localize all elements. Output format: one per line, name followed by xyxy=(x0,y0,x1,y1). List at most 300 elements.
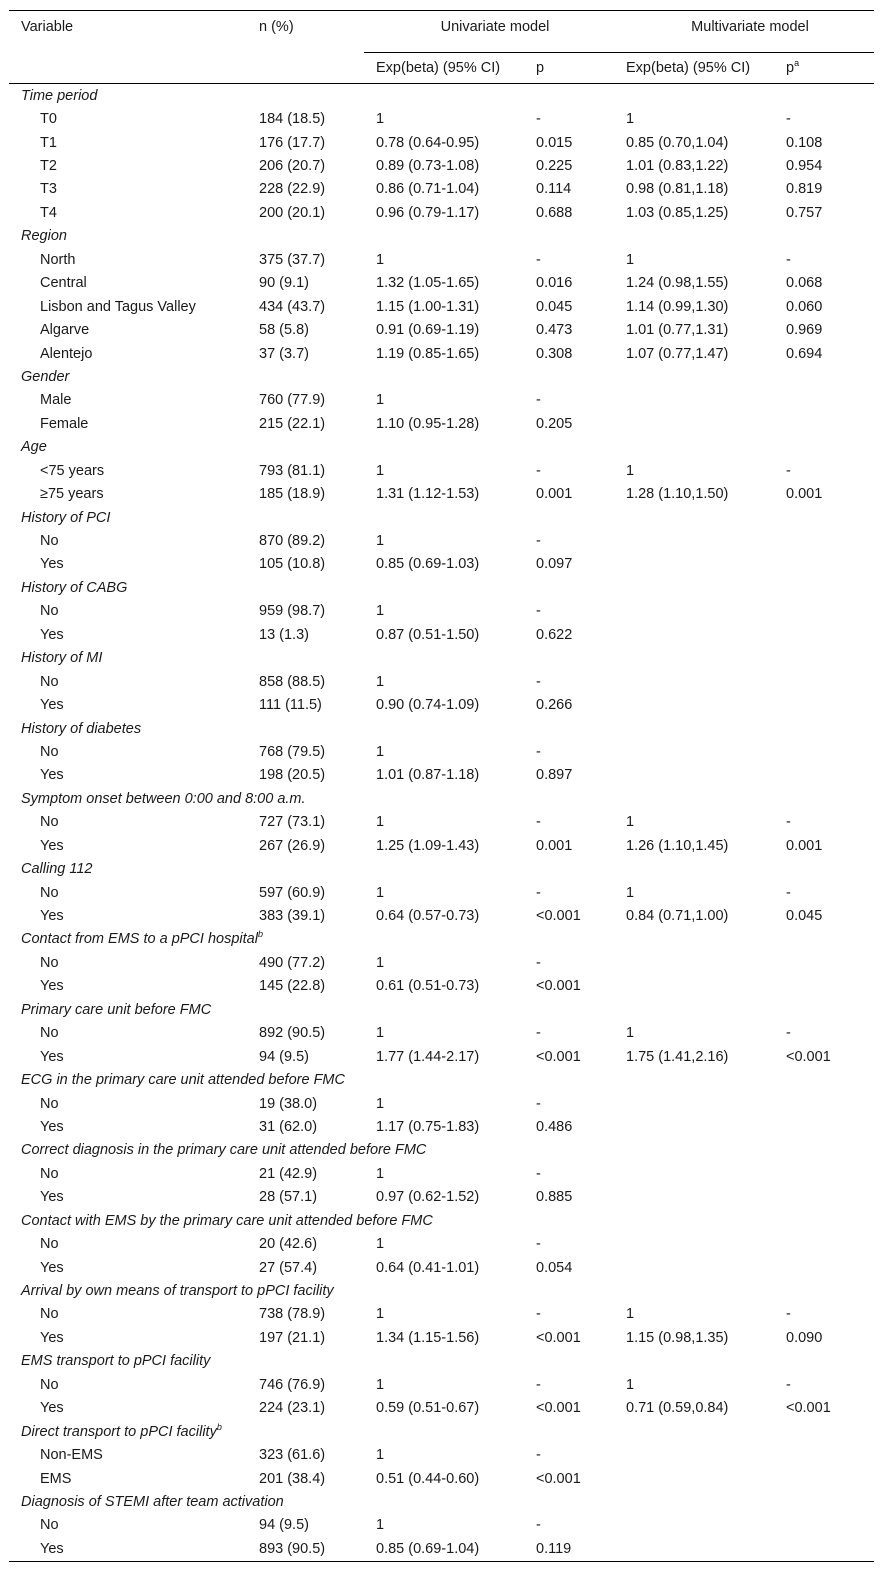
section-row xyxy=(9,1209,874,1232)
cell-n: 858 (88.5) xyxy=(259,673,326,690)
cell-n: 228 (22.9) xyxy=(259,181,326,198)
section-row xyxy=(9,1068,874,1091)
cell-uni-exp: 1 xyxy=(376,533,385,550)
row-label: No xyxy=(40,1517,59,1534)
table-row xyxy=(9,834,874,857)
table-row xyxy=(9,412,874,435)
table-row xyxy=(9,811,874,834)
table-row xyxy=(9,131,874,154)
table-row xyxy=(9,1467,874,1490)
table-row xyxy=(9,272,874,295)
cell-multi-p: 0.068 xyxy=(786,275,823,292)
row-label: T3 xyxy=(40,181,57,198)
section-label-text: Region xyxy=(21,228,67,245)
cell-multi-p xyxy=(774,764,874,787)
row-label: Yes xyxy=(40,556,64,573)
cell-uni-exp: 1 xyxy=(376,603,385,620)
cell-uni-p: - xyxy=(536,954,541,971)
row-label: No xyxy=(40,1376,59,1393)
cell-n: 176 (17.7) xyxy=(259,134,326,151)
table-row xyxy=(9,318,874,341)
row-label: No xyxy=(40,884,59,901)
cell-n: 267 (26.9) xyxy=(259,837,326,854)
cell-uni-exp: 1 xyxy=(376,251,385,268)
cell-n: 94 (9.5) xyxy=(259,1048,309,1065)
cell-multi-p xyxy=(774,1537,874,1561)
cell-uni-exp: 1 xyxy=(376,743,385,760)
cell-n: 20 (42.6) xyxy=(259,1236,318,1253)
row-label: Yes xyxy=(40,626,64,643)
cell-uni-p: 0.015 xyxy=(536,134,573,151)
cell-multi-p xyxy=(774,553,874,576)
cell-n: 746 (76.9) xyxy=(259,1376,326,1393)
cell-n: 105 (10.8) xyxy=(259,556,326,573)
cell-uni-exp: 1 xyxy=(376,1376,385,1393)
cell-multi-exp xyxy=(614,412,774,435)
cell-multi-exp: 1.24 (0.98,1.55) xyxy=(626,275,729,292)
cell-n: 738 (78.9) xyxy=(259,1306,326,1323)
cell-multi-exp xyxy=(614,1092,774,1115)
table-row xyxy=(9,295,874,318)
cell-n: 94 (9.5) xyxy=(259,1517,309,1534)
cell-multi-p xyxy=(774,740,874,763)
cell-n: 28 (57.1) xyxy=(259,1189,318,1206)
cell-uni-exp: 0.86 (0.71-1.04) xyxy=(376,181,480,198)
row-label: T4 xyxy=(40,204,57,221)
cell-n: 383 (39.1) xyxy=(259,908,326,925)
cell-uni-p: - xyxy=(536,462,541,479)
cell-n: 197 (21.1) xyxy=(259,1329,326,1346)
section-label xyxy=(9,365,874,388)
table-row xyxy=(9,482,874,505)
section-label-text: Direct transport to pPCI facility xyxy=(21,1423,217,1440)
cell-n: 185 (18.9) xyxy=(259,486,326,503)
row-label: Female xyxy=(40,415,89,432)
cell-uni-p: 0.486 xyxy=(536,1118,573,1135)
cell-uni-p: - xyxy=(536,673,541,690)
cell-multi-exp xyxy=(614,623,774,646)
cell-uni-exp: 0.85 (0.69-1.04) xyxy=(376,1540,480,1557)
cell-uni-p: 0.016 xyxy=(536,275,573,292)
cell-uni-p: 0.308 xyxy=(536,345,573,362)
cell-multi-exp xyxy=(614,600,774,623)
row-label: Yes xyxy=(40,1329,64,1346)
row-label: T2 xyxy=(40,158,57,175)
table-row xyxy=(9,670,874,693)
section-row xyxy=(9,506,874,529)
cell-uni-p: <0.001 xyxy=(536,1329,581,1346)
row-label: Yes xyxy=(40,1540,64,1557)
cell-uni-exp: 1 xyxy=(376,1095,385,1112)
cell-multi-p: - xyxy=(786,111,791,128)
row-label: North xyxy=(40,251,76,268)
cell-n: 323 (61.6) xyxy=(259,1447,326,1464)
cell-multi-exp: 1.28 (1.10,1.50) xyxy=(626,486,729,503)
table-row xyxy=(9,740,874,763)
row-label: Yes xyxy=(40,1400,64,1417)
cell-multi-exp: 0.85 (0.70,1.04) xyxy=(626,134,729,151)
cell-uni-p: 0.045 xyxy=(536,298,573,315)
cell-uni-exp: 0.87 (0.51-1.50) xyxy=(376,626,480,643)
table-row xyxy=(9,389,874,412)
header-univariate: Univariate model xyxy=(364,11,614,53)
cell-n: 90 (9.1) xyxy=(259,275,309,292)
cell-multi-exp: 1.01 (0.83,1.22) xyxy=(626,158,729,175)
cell-multi-p: - xyxy=(786,814,791,831)
cell-multi-p: 0.819 xyxy=(786,181,823,198)
cell-uni-p: - xyxy=(536,392,541,409)
section-label xyxy=(9,1139,874,1162)
cell-uni-exp: 1.32 (1.05-1.65) xyxy=(376,275,480,292)
cell-multi-p xyxy=(774,1162,874,1185)
row-label: Algarve xyxy=(40,322,90,339)
row-label: EMS xyxy=(40,1470,72,1487)
section-label xyxy=(9,84,874,108)
table-row xyxy=(9,1045,874,1068)
table-row xyxy=(9,248,874,271)
cell-multi-p xyxy=(774,975,874,998)
row-label: Alentejo xyxy=(40,345,93,362)
cell-multi-p: - xyxy=(786,251,791,268)
cell-multi-exp xyxy=(614,951,774,974)
cell-multi-exp xyxy=(614,1256,774,1279)
section-label xyxy=(9,576,874,599)
section-label-text: Correct diagnosis in the primary care unit attended before FMC xyxy=(21,1142,427,1159)
cell-multi-exp xyxy=(614,975,774,998)
row-label: Non-EMS xyxy=(40,1447,103,1464)
cell-uni-exp: 1.77 (1.44-2.17) xyxy=(376,1048,480,1065)
cell-multi-p: - xyxy=(786,884,791,901)
header-multi-exp: Exp(beta) (95% CI) xyxy=(626,60,751,76)
cell-multi-exp: 1 xyxy=(626,462,635,479)
cell-uni-exp: 0.85 (0.69-1.03) xyxy=(376,556,480,573)
section-label xyxy=(9,1068,874,1091)
section-label-text: Arrival by own means of transport to pPCI facility xyxy=(21,1283,334,1300)
regression-table xyxy=(9,10,874,1562)
cell-multi-p: 0.954 xyxy=(786,158,823,175)
cell-multi-exp xyxy=(614,1115,774,1138)
cell-multi-exp: 1 xyxy=(626,884,635,901)
cell-n: 793 (81.1) xyxy=(259,462,326,479)
cell-n: 27 (57.4) xyxy=(259,1259,318,1276)
section-label xyxy=(9,1279,874,1302)
section-label-text: Symptom onset between 0:00 and 8:00 a.m. xyxy=(21,790,306,807)
cell-n: 760 (77.9) xyxy=(259,392,326,409)
cell-uni-exp: 0.51 (0.44-0.60) xyxy=(376,1470,480,1487)
cell-uni-p: 0.054 xyxy=(536,1259,573,1276)
cell-uni-exp: 1 xyxy=(376,673,385,690)
cell-uni-exp: 1 xyxy=(376,111,385,128)
table-row xyxy=(9,553,874,576)
row-label: No xyxy=(40,603,59,620)
section-label xyxy=(9,506,874,529)
cell-multi-exp: 0.98 (0.81,1.18) xyxy=(626,181,729,198)
cell-n: 224 (23.1) xyxy=(259,1400,326,1417)
cell-uni-exp: 1.10 (0.95-1.28) xyxy=(376,415,480,432)
cell-uni-p: <0.001 xyxy=(536,1400,581,1417)
row-label: Yes xyxy=(40,978,64,995)
cell-n: 13 (1.3) xyxy=(259,626,309,643)
cell-uni-p: - xyxy=(536,884,541,901)
cell-n: 21 (42.9) xyxy=(259,1165,318,1182)
table-row xyxy=(9,1537,874,1561)
cell-multi-exp xyxy=(614,553,774,576)
header-n: n (%) xyxy=(259,19,294,35)
cell-uni-p: - xyxy=(536,603,541,620)
table-row xyxy=(9,201,874,224)
cell-uni-exp: 1.34 (1.15-1.56) xyxy=(376,1329,480,1346)
cell-uni-p: <0.001 xyxy=(536,1048,581,1065)
cell-uni-p: - xyxy=(536,533,541,550)
row-label: No xyxy=(40,1025,59,1042)
cell-uni-exp: 1.15 (1.00-1.31) xyxy=(376,298,480,315)
cell-multi-p xyxy=(774,1467,874,1490)
cell-multi-exp xyxy=(614,740,774,763)
cell-multi-p: <0.001 xyxy=(786,1400,831,1417)
section-row xyxy=(9,1350,874,1373)
cell-uni-p: - xyxy=(536,814,541,831)
header-variable: Variable xyxy=(21,19,74,35)
section-row xyxy=(9,787,874,810)
row-label: Yes xyxy=(40,697,64,714)
cell-multi-p xyxy=(774,1514,874,1537)
table-row xyxy=(9,693,874,716)
table-row xyxy=(9,1162,874,1185)
section-label-text: Time period xyxy=(21,87,98,104)
cell-multi-p xyxy=(774,1115,874,1138)
cell-multi-p xyxy=(774,529,874,552)
cell-multi-exp: 1 xyxy=(626,1376,635,1393)
cell-uni-p: 0.266 xyxy=(536,697,573,714)
footnote-marker: b xyxy=(216,1421,222,1432)
table-header xyxy=(9,11,874,84)
table-row xyxy=(9,951,874,974)
row-label: <75 years xyxy=(40,462,105,479)
cell-uni-exp: 1.17 (0.75-1.83) xyxy=(376,1118,480,1135)
cell-multi-p xyxy=(774,1092,874,1115)
cell-multi-p xyxy=(774,693,874,716)
cell-n: 893 (90.5) xyxy=(259,1540,326,1557)
table-row xyxy=(9,1115,874,1138)
cell-uni-p: - xyxy=(536,1025,541,1042)
cell-n: 434 (43.7) xyxy=(259,298,326,315)
section-row xyxy=(9,576,874,599)
table-row xyxy=(9,1092,874,1115)
section-label xyxy=(9,1209,874,1232)
row-label: No xyxy=(40,1236,59,1253)
cell-multi-exp: 1 xyxy=(626,1025,635,1042)
section-label xyxy=(9,1350,874,1373)
cell-uni-exp: 1 xyxy=(376,462,385,479)
cell-uni-p: 0.622 xyxy=(536,626,573,643)
cell-multi-p: 0.694 xyxy=(786,345,823,362)
cell-multi-exp xyxy=(614,764,774,787)
cell-uni-p: 0.688 xyxy=(536,204,573,221)
cell-uni-p: 0.097 xyxy=(536,556,573,573)
section-row xyxy=(9,84,874,108)
row-label: No xyxy=(40,954,59,971)
cell-multi-exp: 0.71 (0.59,0.84) xyxy=(626,1400,729,1417)
table-row xyxy=(9,178,874,201)
row-label: Yes xyxy=(40,837,64,854)
row-label: Central xyxy=(40,275,87,292)
cell-multi-p xyxy=(774,389,874,412)
cell-multi-exp xyxy=(614,670,774,693)
cell-n: 198 (20.5) xyxy=(259,767,326,784)
section-label xyxy=(9,1420,874,1443)
row-label: No xyxy=(40,1165,59,1182)
table-row xyxy=(9,529,874,552)
cell-n: 215 (22.1) xyxy=(259,415,326,432)
section-row xyxy=(9,365,874,388)
cell-uni-p: - xyxy=(536,1165,541,1182)
cell-n: 727 (73.1) xyxy=(259,814,326,831)
row-label: Yes xyxy=(40,1189,64,1206)
cell-n: 959 (98.7) xyxy=(259,603,326,620)
cell-n: 892 (90.5) xyxy=(259,1025,326,1042)
row-label: No xyxy=(40,1095,59,1112)
section-row xyxy=(9,1279,874,1302)
header-uni-p: p xyxy=(536,60,545,76)
section-label-text: History of diabetes xyxy=(21,720,142,737)
cell-multi-p: <0.001 xyxy=(786,1048,831,1065)
cell-multi-p: 0.001 xyxy=(786,837,823,854)
section-label-text: History of PCI xyxy=(21,509,111,526)
cell-multi-p: 0.757 xyxy=(786,204,823,221)
cell-uni-p: - xyxy=(536,743,541,760)
cell-multi-exp: 1.15 (0.98,1.35) xyxy=(626,1329,729,1346)
cell-uni-exp: 0.64 (0.41-1.01) xyxy=(376,1259,480,1276)
section-row xyxy=(9,998,874,1021)
cell-uni-exp: 1 xyxy=(376,954,385,971)
table-row xyxy=(9,459,874,482)
table-row xyxy=(9,1022,874,1045)
table-row xyxy=(9,764,874,787)
cell-multi-exp: 1 xyxy=(626,1306,635,1323)
cell-uni-p: 0.114 xyxy=(536,181,572,198)
cell-n: 19 (38.0) xyxy=(259,1095,318,1112)
cell-multi-p: - xyxy=(786,1376,791,1393)
table-row xyxy=(9,1326,874,1349)
cell-uni-exp: 1 xyxy=(376,1517,385,1534)
cell-uni-exp: 1 xyxy=(376,1165,385,1182)
header-multivariate: Multivariate model xyxy=(614,11,874,53)
cell-multi-p: - xyxy=(786,462,791,479)
section-label xyxy=(9,857,874,880)
table-row xyxy=(9,107,874,130)
table-row xyxy=(9,1186,874,1209)
cell-uni-p: - xyxy=(536,1306,541,1323)
table-row xyxy=(9,154,874,177)
cell-uni-p: - xyxy=(536,1095,541,1112)
section-label xyxy=(9,717,874,740)
cell-n: 375 (37.7) xyxy=(259,251,326,268)
cell-uni-exp: 0.91 (0.69-1.19) xyxy=(376,322,480,339)
cell-uni-exp: 1 xyxy=(376,884,385,901)
cell-multi-exp: 0.84 (0.71,1.00) xyxy=(626,908,729,925)
cell-multi-exp: 1.07 (0.77,1.47) xyxy=(626,345,729,362)
table-row xyxy=(9,881,874,904)
row-label: Yes xyxy=(40,1118,64,1135)
cell-multi-exp: 1 xyxy=(626,251,635,268)
table-row xyxy=(9,1443,874,1466)
section-label-text: ECG in the primary care unit attended before FMC xyxy=(21,1072,345,1089)
section-label xyxy=(9,1490,874,1513)
section-row xyxy=(9,1420,874,1443)
footnote-marker: a xyxy=(794,58,800,69)
section-row xyxy=(9,225,874,248)
section-row xyxy=(9,857,874,880)
section-label xyxy=(9,225,874,248)
table-row xyxy=(9,342,874,365)
table-row xyxy=(9,1514,874,1537)
cell-multi-p xyxy=(774,600,874,623)
cell-uni-exp: 0.96 (0.79-1.17) xyxy=(376,204,480,221)
section-label-text: Gender xyxy=(21,368,70,385)
cell-n: 37 (3.7) xyxy=(259,345,309,362)
cell-uni-p: 0.001 xyxy=(536,486,573,503)
section-label-text: Primary care unit before FMC xyxy=(21,1001,212,1018)
cell-uni-exp: 0.78 (0.64-0.95) xyxy=(376,134,480,151)
table-row xyxy=(9,600,874,623)
cell-uni-p: <0.001 xyxy=(536,1470,581,1487)
section-label-text: Diagnosis of STEMI after team activation xyxy=(21,1493,284,1510)
cell-multi-p: 0.045 xyxy=(786,908,823,925)
table-row xyxy=(9,1397,874,1420)
section-label-text: Age xyxy=(21,439,47,456)
cell-multi-exp xyxy=(614,1467,774,1490)
row-label: T1 xyxy=(40,134,57,151)
cell-uni-p: 0.473 xyxy=(536,322,573,339)
cell-uni-p: <0.001 xyxy=(536,908,581,925)
section-label xyxy=(9,928,874,951)
cell-multi-exp: 1 xyxy=(626,814,635,831)
cell-n: 200 (20.1) xyxy=(259,204,326,221)
cell-multi-p xyxy=(774,623,874,646)
row-label: Lisbon and Tagus Valley xyxy=(40,298,196,315)
cell-multi-p xyxy=(774,670,874,693)
cell-uni-p: 0.205 xyxy=(536,415,573,432)
section-row xyxy=(9,647,874,670)
cell-uni-exp: 0.90 (0.74-1.09) xyxy=(376,697,480,714)
section-label-text: History of MI xyxy=(21,650,103,667)
cell-n: 597 (60.9) xyxy=(259,884,326,901)
cell-n: 184 (18.5) xyxy=(259,111,326,128)
cell-multi-p xyxy=(774,951,874,974)
cell-uni-p: - xyxy=(536,1447,541,1464)
row-label: Yes xyxy=(40,908,64,925)
section-row xyxy=(9,1490,874,1513)
section-label-text: History of CABG xyxy=(21,579,128,596)
cell-n: 145 (22.8) xyxy=(259,978,326,995)
cell-n: 490 (77.2) xyxy=(259,954,326,971)
cell-uni-p: <0.001 xyxy=(536,978,581,995)
row-label: ≥75 years xyxy=(40,486,104,503)
cell-uni-p: 0.119 xyxy=(536,1540,572,1557)
cell-multi-exp: 1.03 (0.85,1.25) xyxy=(626,204,729,221)
cell-multi-exp: 1.75 (1.41,2.16) xyxy=(626,1048,729,1065)
row-label: No xyxy=(40,673,59,690)
cell-uni-p: - xyxy=(536,251,541,268)
cell-uni-p: 0.885 xyxy=(536,1189,573,1206)
section-row xyxy=(9,1139,874,1162)
section-row xyxy=(9,717,874,740)
section-label-text: EMS transport to pPCI facility xyxy=(21,1353,211,1370)
cell-uni-exp: 0.61 (0.51-0.73) xyxy=(376,978,480,995)
cell-uni-exp: 1.19 (0.85-1.65) xyxy=(376,345,480,362)
cell-uni-exp: 1 xyxy=(376,814,385,831)
cell-multi-p: - xyxy=(786,1025,791,1042)
